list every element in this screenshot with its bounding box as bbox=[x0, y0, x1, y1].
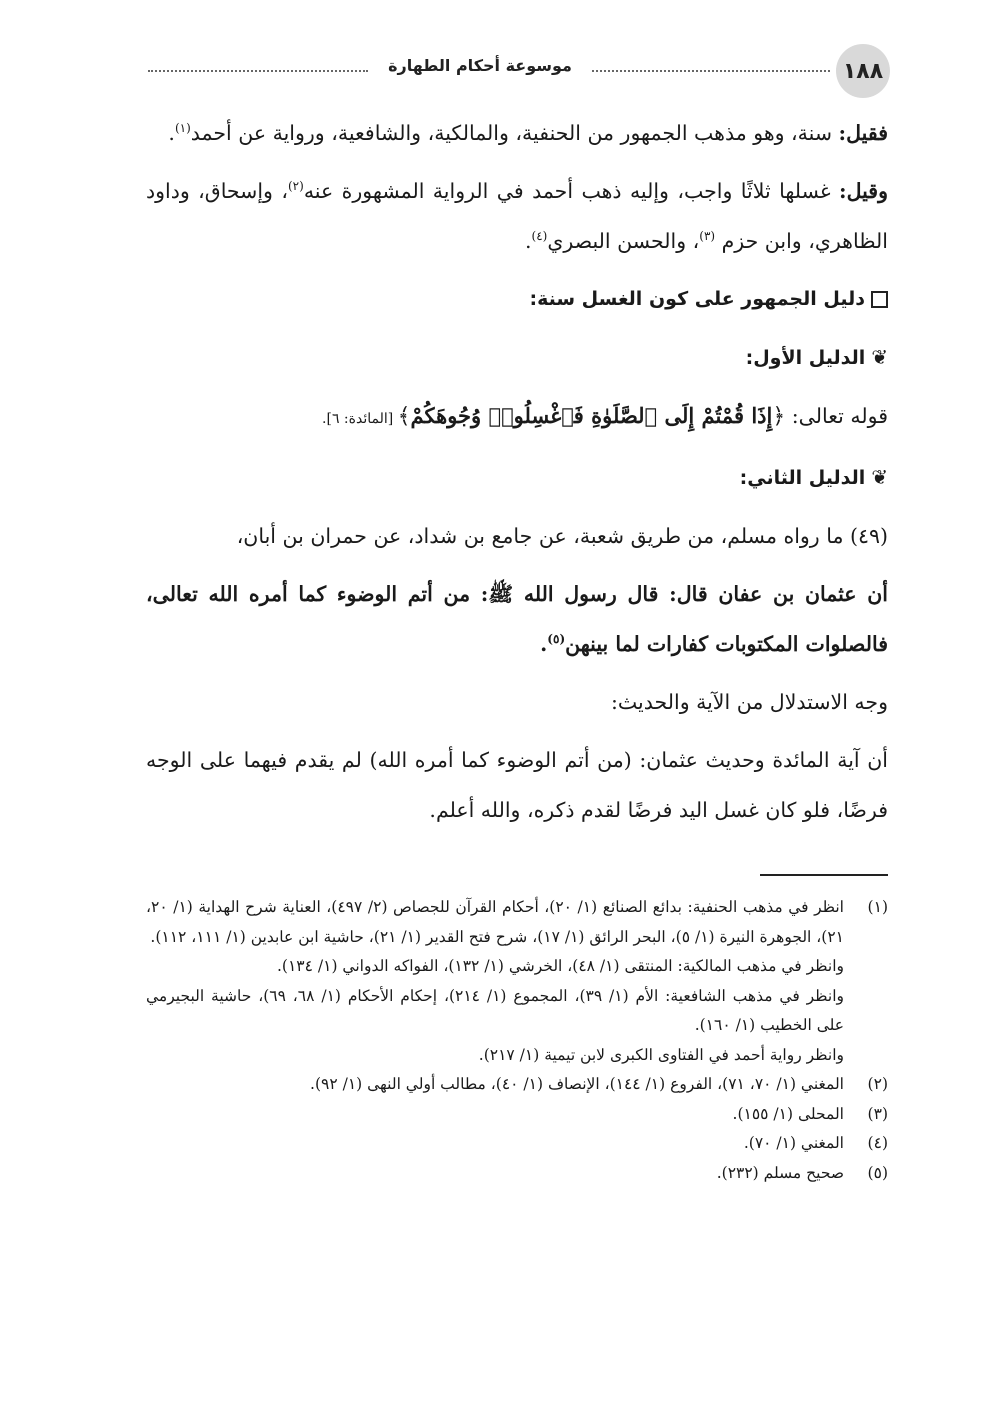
footnote-number: (٣) bbox=[867, 1104, 888, 1123]
footnote-5 bbox=[146, 1159, 888, 1189]
hadith-text-body: أن عثمان بن عفان قال: قال رسول الله ﷺ: من أتم الوضوء كما أمره الله تعالى، فالصلوات المكتوبات كفارات لما بينهن bbox=[146, 582, 888, 656]
footnote-text: المغني (١/ ٧٠). bbox=[743, 1134, 844, 1152]
footnote-1 bbox=[146, 893, 888, 952]
header-rule-right bbox=[592, 70, 830, 72]
footnote-4 bbox=[146, 1129, 888, 1159]
hadith-number: (٤٩) bbox=[849, 524, 888, 548]
opinion-text: ، والحسن البصري bbox=[547, 229, 700, 253]
footnote-ref[interactable]: (٣) bbox=[699, 229, 716, 244]
quran-verse: إِذَا قُمْتُمْ إِلَى ٱلصَّلَوٰةِ فَٱغْسِلُوا۟ وُجُوهَكُمْ bbox=[410, 403, 773, 428]
verse-close-bracket: ﴾ bbox=[397, 404, 411, 429]
running-title: موسوعة أحكام الطهارة bbox=[388, 56, 572, 75]
leaf-ornament-icon: ❦ bbox=[871, 345, 888, 369]
punctuation: . bbox=[168, 121, 175, 145]
opinion-label: وقيل: bbox=[839, 179, 888, 203]
footnote-text: المغني (١/ ٧٠، ٧١)، الفروع (١/ ١٤٤)، الإنصاف (١/ ٤٠)، مطالب أولي النهى (١/ ٩٢). bbox=[310, 1075, 844, 1093]
footnote-number: (٢) bbox=[867, 1075, 888, 1093]
footnote-ref[interactable]: (٤) bbox=[531, 229, 548, 244]
footnote-3 bbox=[146, 1100, 888, 1130]
footnote-text: انظر في مذهب الحنفية: بدائع الصنائع (١/ ٢٠)، أحكام القرآن للجصاص (٢/ ٤٩٧)، العناية شرح الهداية (١/ ٢٠، ٢١)، الجوهرة النيرة (١/ ٥)، البحر الرائق (١/ ١٧)، شرح فتح القدير (١/ ٢١)، حاشية ابن عابدين (١/ ١١١، ١١٢). bbox=[146, 898, 844, 946]
evidence-1-heading bbox=[146, 332, 888, 383]
main-text bbox=[146, 108, 888, 835]
paragraph-opinion-1 bbox=[146, 108, 888, 158]
section-heading bbox=[146, 274, 888, 324]
footnote-ref[interactable]: (١) bbox=[174, 121, 191, 136]
opinion-text: ، وإسحاق، وداود الظاهري، وابن حزم bbox=[146, 179, 888, 253]
verse-intro: قوله تعالى: bbox=[785, 404, 888, 428]
evidence-2-heading bbox=[146, 452, 888, 503]
leaf-ornament-icon: ❦ bbox=[871, 465, 888, 489]
punctuation: . bbox=[525, 229, 532, 253]
hadith-chain bbox=[146, 511, 888, 561]
footnote-number: (١) bbox=[867, 898, 888, 916]
footnote-2 bbox=[146, 1070, 888, 1100]
inference-heading: وجه الاستدلال من الآية والحديث: bbox=[611, 690, 888, 714]
footnote-1-line-3: وانظر في مذهب الشافعية: الأم (١/ ٣٩)، المجموع (١/ ٢١٤)، إحكام الأحكام (١/ ٦٨، ٦٩)، حاشية البجيرمي على الخطيب (١/ ١٦٠). bbox=[146, 986, 844, 1034]
footnotes bbox=[146, 893, 888, 1188]
footnote-number: (٤) bbox=[867, 1134, 888, 1152]
opinion-text: سنة، وهو مذهب الجمهور من الحنفية، والمالكية، والشافعية، ورواية عن أحمد bbox=[190, 121, 839, 145]
evidence-1-heading-text: الدليل الأول: bbox=[745, 347, 866, 369]
checkbox-icon bbox=[871, 291, 888, 308]
footnote-ref[interactable]: (٥) bbox=[547, 632, 566, 647]
punctuation: . bbox=[540, 632, 548, 656]
footnote-text: صحيح مسلم (٢٣٢). bbox=[716, 1163, 844, 1182]
footnote-1-line-4: وانظر رواية أحمد في الفتاوى الكبرى لابن تيمية (١/ ٢١٧). bbox=[478, 1045, 844, 1064]
footnote-ref[interactable]: (٢) bbox=[287, 179, 304, 194]
footnote-1-line-2: وانظر في مذهب المالكية: المنتقى (١/ ٤٨)، الخرشي (١/ ١٣٢)، الفواكه الدواني (١/ ١٣٤). bbox=[277, 957, 844, 975]
verse-reference: [المائدة: ٦]. bbox=[322, 411, 398, 427]
verse-line bbox=[146, 391, 888, 444]
footnote-text: المحلى (١/ ١٥٥). bbox=[732, 1104, 844, 1123]
verse-open-bracket: ﴿ bbox=[772, 404, 786, 429]
paragraph-opinion-2 bbox=[146, 166, 888, 266]
footnote-separator bbox=[760, 874, 888, 876]
inference-text: أن آية المائدة وحديث عثمان: (من أتم الوضوء كما أمره الله) لم يقدم فيهما على الوجه فرضًا، فلو كان غسل اليد فرضًا لقدم ذكره، والله أعلم. bbox=[146, 748, 888, 822]
hadith-text bbox=[146, 569, 888, 669]
evidence-2-heading-text: الدليل الثاني: bbox=[739, 467, 866, 489]
footnote-number: (٥) bbox=[867, 1163, 888, 1182]
header-rule-left bbox=[148, 70, 368, 72]
opinion-text: غسلها ثلاثًا واجب، وإليه ذهب أحمد في الرواية المشهورة عنه bbox=[303, 179, 840, 203]
opinion-label: فقيل: bbox=[838, 121, 888, 145]
page-number-badge: ١٨٨ bbox=[836, 44, 890, 98]
section-heading-text: دليل الجمهور على كون الغسل سنة: bbox=[529, 288, 865, 310]
hadith-chain-text: ما رواه مسلم، من طريق شعبة، عن جامع بن شداد، عن حمران بن أبان، bbox=[236, 524, 850, 548]
